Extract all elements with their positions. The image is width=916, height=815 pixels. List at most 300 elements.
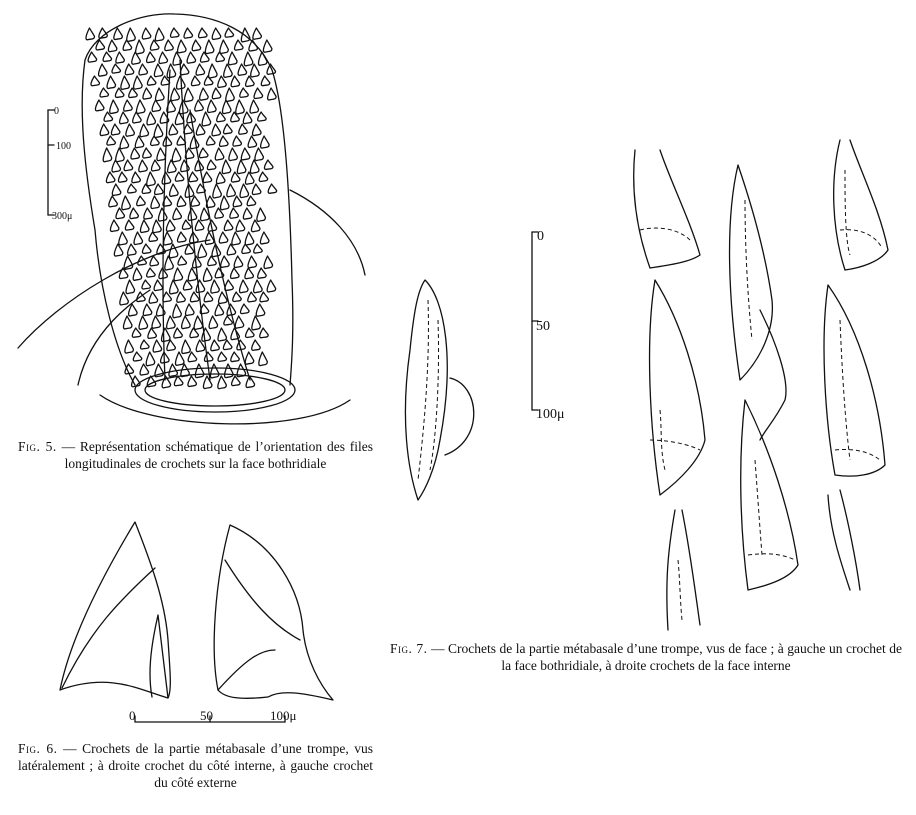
fig5-hook xyxy=(221,196,229,210)
fig5-hook xyxy=(125,220,133,230)
fig5-hook xyxy=(208,256,216,266)
fig5-hook xyxy=(139,160,147,172)
fig5-hook xyxy=(229,52,237,65)
fig5-hook xyxy=(219,232,227,243)
fig5-hook xyxy=(240,88,248,97)
fig5-hook xyxy=(123,40,131,50)
fig5-scale-tick-0: 0 xyxy=(54,106,59,117)
fig5-hook xyxy=(174,376,182,386)
fig5-hook xyxy=(129,304,137,316)
fig5-hook xyxy=(133,352,141,361)
fig5-hook xyxy=(154,280,162,291)
fig5-hook xyxy=(251,64,259,77)
fig5-hook xyxy=(212,28,220,39)
fig5-hook xyxy=(178,256,186,265)
fig6-scale-tick-0: 0 xyxy=(129,708,136,723)
fig5-hook xyxy=(91,76,99,86)
fig5-hook xyxy=(207,160,215,170)
fig5-hook xyxy=(258,52,266,65)
fig5-hook xyxy=(125,64,133,75)
fig5-hook xyxy=(245,232,253,245)
fig7-scale-tick-100: 100μ xyxy=(536,407,565,422)
fig5-hook xyxy=(149,292,157,303)
fig5-hook xyxy=(110,100,118,114)
fig5-hook xyxy=(237,160,245,174)
fig5-hook xyxy=(112,64,120,73)
fig5-hook xyxy=(103,148,111,162)
fig5-hook xyxy=(143,304,151,316)
fig5-hook xyxy=(120,112,128,124)
fig5-hook xyxy=(141,340,149,349)
fig5-hook xyxy=(116,148,124,162)
fig5-hook xyxy=(257,208,265,221)
fig5-hook xyxy=(116,52,124,63)
fig7-caption-text: — Crochets de la partie métabasale d’une trompe, vus de face ; à gauche un crochet de la face bothridiale, à droite crochets de la face interne xyxy=(431,641,903,673)
fig5-hook xyxy=(124,160,132,171)
fig5-hook xyxy=(103,52,111,61)
fig5-hook xyxy=(255,148,263,161)
fig5-hook xyxy=(126,280,134,294)
fig5-hook xyxy=(227,244,235,255)
fig5-tissue-contour-outer xyxy=(78,290,150,385)
fig5-hook xyxy=(142,244,150,253)
fig5-hook xyxy=(88,52,96,62)
fig5-hook xyxy=(211,340,219,351)
fig5-hook xyxy=(114,28,122,40)
fig5-hook xyxy=(241,304,249,314)
fig5-hook xyxy=(122,196,130,210)
fig5-hook xyxy=(252,184,260,195)
fig6-hook-right xyxy=(214,525,333,700)
fig5-hook xyxy=(223,340,231,350)
fig5-hook xyxy=(147,268,155,277)
fig5-hook xyxy=(112,184,120,195)
fig5-label: Fig. 5. xyxy=(18,439,57,454)
fig5-hook xyxy=(173,304,181,318)
fig5-hook xyxy=(188,268,196,281)
fig5-hook xyxy=(189,172,197,182)
fig5-hook xyxy=(229,148,237,161)
fig5-hook xyxy=(231,268,239,278)
fig5-hook xyxy=(253,28,261,39)
fig6-label: Fig. 6. xyxy=(18,741,58,756)
fig5-hook xyxy=(171,88,179,101)
fig5-hook xyxy=(151,160,159,171)
fig7-hook xyxy=(650,280,705,495)
fig5-hook xyxy=(267,280,275,292)
fig5-hook xyxy=(175,172,183,181)
fig5-hook xyxy=(204,352,212,361)
fig5-hook xyxy=(128,244,136,255)
fig5-hook xyxy=(173,208,181,220)
fig5-hook xyxy=(213,184,221,198)
fig5-hook xyxy=(233,136,241,146)
fig5-hook xyxy=(206,136,214,145)
fig5-scale-tick-300: 300μ xyxy=(52,211,73,222)
fig5-hook xyxy=(123,316,131,329)
fig5-hook xyxy=(245,172,253,184)
fig5-hook xyxy=(218,328,226,341)
fig5-hook xyxy=(245,268,253,279)
fig5-hook xyxy=(132,172,140,183)
fig5-hook xyxy=(154,64,162,77)
fig5-hook xyxy=(127,28,135,41)
fig7-scale-tick-50: 50 xyxy=(536,319,550,334)
fig5-hook xyxy=(139,64,147,75)
fig5-hook xyxy=(169,124,177,135)
fig5-hook xyxy=(225,364,233,378)
fig5-scale-tick-100: 100 xyxy=(56,141,71,152)
fig5-hook xyxy=(139,316,147,329)
fig5-hook xyxy=(250,160,258,173)
fig5-hook xyxy=(109,196,117,207)
fig7-drawing xyxy=(405,140,888,630)
fig7-hook xyxy=(760,310,786,440)
fig5-hook xyxy=(209,64,217,78)
fig5-hook xyxy=(99,64,107,76)
fig5-hook xyxy=(224,220,232,231)
fig5-hook xyxy=(196,64,204,75)
fig5-hook xyxy=(142,280,150,289)
fig7-hook xyxy=(741,400,798,590)
fig5-hook xyxy=(195,100,203,111)
fig5-hook xyxy=(182,316,190,329)
fig5-hook xyxy=(170,28,178,37)
fig5-hook xyxy=(162,328,170,342)
fig5-hook xyxy=(114,244,122,256)
fig5-hook xyxy=(208,100,216,113)
fig5-hook xyxy=(162,172,170,184)
fig5-hook xyxy=(250,100,258,113)
fig5-hook xyxy=(134,76,142,89)
fig5-hook xyxy=(259,172,267,181)
fig5-hook xyxy=(163,136,171,146)
fig5-hook xyxy=(236,100,244,114)
fig5-hook xyxy=(225,280,233,290)
fig5-hook xyxy=(268,184,276,193)
fig5-hook xyxy=(252,316,260,330)
fig5-hook xyxy=(241,28,249,42)
fig6-scale-tick-100: 100μ xyxy=(270,708,297,723)
fig5-hook xyxy=(150,40,158,50)
fig7-hook xyxy=(834,140,888,270)
fig7-caption xyxy=(390,640,902,674)
fig5-hook xyxy=(132,376,140,387)
fig5-hook xyxy=(254,244,262,253)
fig5-hook xyxy=(200,88,208,100)
fig5-hook xyxy=(118,172,126,182)
fig5-hook xyxy=(170,280,178,294)
fig5-hook xyxy=(243,112,251,124)
fig5-base-ellipse-inner xyxy=(145,374,285,406)
fig5-hook xyxy=(155,28,163,41)
fig5-hook xyxy=(140,220,148,232)
fig5-hook xyxy=(221,256,229,267)
fig5-hook xyxy=(125,340,133,353)
fig6-caption-text: — Crochets de la partie métabasale d’une trompe, vus latéralement ; à droite crochet du côté interne, à gauche crochet du côté externe xyxy=(18,741,373,790)
fig5-hook xyxy=(244,52,252,66)
fig5-hook xyxy=(95,100,103,111)
fig5-hook xyxy=(107,76,115,88)
fig5-hook xyxy=(191,196,199,206)
fig5-hook xyxy=(220,136,228,146)
fig5-hook xyxy=(182,340,190,354)
fig5-hook xyxy=(133,268,141,280)
fig5-hook xyxy=(263,40,271,52)
fig5-hook xyxy=(185,244,193,254)
fig6-drawing xyxy=(60,522,333,723)
fig5-hook xyxy=(164,232,172,245)
fig5-hook xyxy=(203,268,211,281)
fig5-hook xyxy=(169,364,177,376)
fig7-label: Fig. 7. xyxy=(390,641,428,656)
fig5-hook xyxy=(152,100,160,111)
fig5-hook xyxy=(136,40,144,54)
fig5-hook xyxy=(199,28,207,38)
fig5-hook xyxy=(246,76,254,86)
fig5-hook xyxy=(134,232,142,245)
fig5-hook xyxy=(254,280,262,293)
fig5-hook xyxy=(260,292,268,302)
fig5-hook xyxy=(172,148,180,162)
fig5-hook xyxy=(194,316,202,329)
fig5-hook xyxy=(181,160,189,172)
fig5-hook xyxy=(108,40,116,52)
fig5-hook xyxy=(178,40,186,53)
fig5-hook xyxy=(142,28,150,39)
fig5-hook xyxy=(212,88,220,99)
fig7-hook xyxy=(828,490,860,590)
fig5-hook xyxy=(220,40,228,53)
fig5-hook xyxy=(226,88,234,101)
fig5-hook xyxy=(143,148,151,158)
fig5-hook xyxy=(195,220,203,230)
fig5-hook xyxy=(246,376,254,388)
fig5-hook xyxy=(144,208,152,219)
fig5-hook xyxy=(231,76,239,87)
fig5-hook xyxy=(260,328,268,338)
fig7-bothridial-hook-base xyxy=(445,378,474,455)
fig5-hook xyxy=(188,208,196,220)
fig5-hook xyxy=(188,376,196,386)
fig5-hook xyxy=(137,196,145,206)
fig7-hook xyxy=(634,150,700,268)
fig5-hook xyxy=(159,52,167,63)
fig5-hook xyxy=(261,136,269,148)
fig5-hook xyxy=(130,208,138,219)
fig5-hook xyxy=(219,292,227,303)
fig5-hook xyxy=(203,172,211,183)
fig5-hook xyxy=(156,88,164,101)
fig5-hook xyxy=(125,364,133,374)
fig5-hook xyxy=(120,136,128,149)
fig5-caption-text: — Représentation schématique de l’orientation des files longitudinales de crochets sur la face bothridiale xyxy=(61,439,373,471)
fig5-hook xyxy=(191,76,199,86)
fig5-hook xyxy=(147,112,155,125)
fig5-hook xyxy=(174,328,182,338)
fig5-hook xyxy=(167,340,175,351)
fig5-hook xyxy=(253,124,261,136)
fig5-hook xyxy=(268,88,276,100)
fig7-internal-hooks xyxy=(634,140,888,630)
fig5-hook xyxy=(249,40,257,51)
fig5-hook xyxy=(215,148,223,160)
fig5-hook xyxy=(218,352,226,361)
fig5-hook xyxy=(195,364,203,378)
fig5-hook xyxy=(147,76,155,85)
fig5-hook xyxy=(264,256,272,268)
fig5-hook xyxy=(222,100,230,114)
fig5-hook xyxy=(100,88,108,97)
fig5-hook xyxy=(212,124,220,136)
fig5-hook xyxy=(157,148,165,161)
fig5-hook xyxy=(248,136,256,147)
fig5-hook xyxy=(256,304,264,316)
fig5-hook xyxy=(240,184,248,198)
fig5-drawing xyxy=(18,14,365,424)
fig5-hook xyxy=(180,64,188,75)
fig5-hook xyxy=(188,352,196,362)
fig5-hook xyxy=(232,232,240,245)
fig7-hook xyxy=(824,285,885,476)
fig5-hook xyxy=(248,292,256,302)
fig5-hook xyxy=(177,292,185,302)
fig5-hook xyxy=(153,340,161,352)
fig5-hook xyxy=(151,196,159,209)
fig5-hook xyxy=(198,244,206,258)
fig5-hook xyxy=(110,220,118,231)
fig5-hook xyxy=(258,268,266,278)
fig6-scale-tick-50: 50 xyxy=(200,708,213,723)
fig5-hook xyxy=(239,124,247,134)
fig5-hook xyxy=(128,184,136,193)
fig5-hook xyxy=(182,220,190,229)
fig5-hook xyxy=(232,376,240,386)
fig5-hook xyxy=(143,88,151,99)
fig5-hook xyxy=(107,136,115,145)
fig5-hook xyxy=(233,292,241,302)
fig5-hook xyxy=(210,364,218,378)
fig5-hook xyxy=(184,28,192,38)
fig5-hook xyxy=(225,28,233,37)
fig5-hook xyxy=(199,148,207,158)
fig5-caption xyxy=(18,438,373,472)
fig5-hook xyxy=(252,340,260,350)
fig5-hook xyxy=(149,232,157,241)
fig5-hook xyxy=(241,148,249,160)
fig5-hook xyxy=(259,352,267,366)
fig5-hook xyxy=(234,256,242,267)
fig5-hook xyxy=(174,268,182,281)
fig5-hook xyxy=(158,208,166,221)
fig5-hook xyxy=(155,184,163,195)
fig5-hook xyxy=(140,124,148,137)
fig5-hook xyxy=(258,112,266,121)
fig5-hook xyxy=(100,124,108,136)
fig5-hook xyxy=(167,64,175,78)
fig5-hook xyxy=(152,316,160,328)
fig5-hook xyxy=(186,304,194,316)
fig7-hook xyxy=(730,165,773,380)
fig5-hook xyxy=(178,232,186,242)
fig5-hook xyxy=(131,148,139,159)
fig6-hook-left xyxy=(60,522,170,698)
fig5-hook xyxy=(227,184,235,197)
fig5-hook xyxy=(166,220,174,231)
fig5-hook xyxy=(184,124,192,134)
fig5-hook xyxy=(211,280,219,293)
fig5-hook xyxy=(264,160,272,169)
fig5-hook xyxy=(111,124,119,135)
fig5-hook xyxy=(124,100,132,111)
fig5-hook xyxy=(192,40,200,51)
fig5-hook xyxy=(247,196,255,206)
fig5-hook xyxy=(236,220,244,231)
fig5-hook xyxy=(170,184,178,196)
fig5-hook xyxy=(185,88,193,102)
fig5-hook xyxy=(135,136,143,148)
fig7-bothridial-hook xyxy=(405,280,447,500)
fig5-hook xyxy=(181,364,189,377)
fig5-hook xyxy=(183,280,191,290)
fig5-hook xyxy=(106,172,114,183)
fig5-hook xyxy=(242,244,250,253)
fig5-hook xyxy=(209,316,217,329)
fig5-hook xyxy=(147,52,155,63)
fig5-hook xyxy=(99,28,107,38)
fig5-hook xyxy=(165,40,173,51)
fig5-hook xyxy=(136,100,144,113)
fig5-hook xyxy=(153,220,161,233)
fig5-base-arc xyxy=(100,395,350,424)
fig5-hook xyxy=(260,232,268,244)
fig5-hook xyxy=(205,40,213,54)
fig5-hook xyxy=(146,352,154,366)
fig5-hook xyxy=(240,280,248,293)
fig5-hook xyxy=(215,304,223,316)
fig5-hook xyxy=(222,160,230,174)
fig5-hook xyxy=(254,88,262,99)
fig5-hook xyxy=(243,208,251,219)
fig5-hook xyxy=(261,76,269,86)
fig5-hook xyxy=(245,352,253,364)
fig5-hook xyxy=(230,208,238,218)
fig5-hook xyxy=(150,256,158,266)
fig5-hook xyxy=(147,172,155,186)
fig5-hook xyxy=(119,232,127,245)
fig5-hook xyxy=(202,112,210,126)
fig5-hook xyxy=(177,196,185,207)
fig7-hook xyxy=(667,510,700,630)
fig5-hook xyxy=(169,244,177,258)
fig5-hook xyxy=(231,352,239,362)
fig5-hook xyxy=(86,28,94,40)
fig5-tissue-right xyxy=(290,190,365,275)
fig5-hook xyxy=(235,316,243,328)
fig5-hook xyxy=(148,328,156,338)
fig5-hook xyxy=(121,76,129,89)
fig5-hook xyxy=(248,256,256,268)
fig6-caption xyxy=(18,740,373,791)
fig5-hook xyxy=(187,52,195,63)
fig5-hook xyxy=(224,316,232,325)
fig5-hook xyxy=(224,124,232,134)
fig5-hook xyxy=(126,124,134,136)
fig5-hook xyxy=(224,64,232,77)
fig5-hook xyxy=(190,292,198,302)
fig7-scale-tick-0: 0 xyxy=(537,229,544,244)
fig5-hook xyxy=(154,124,162,138)
